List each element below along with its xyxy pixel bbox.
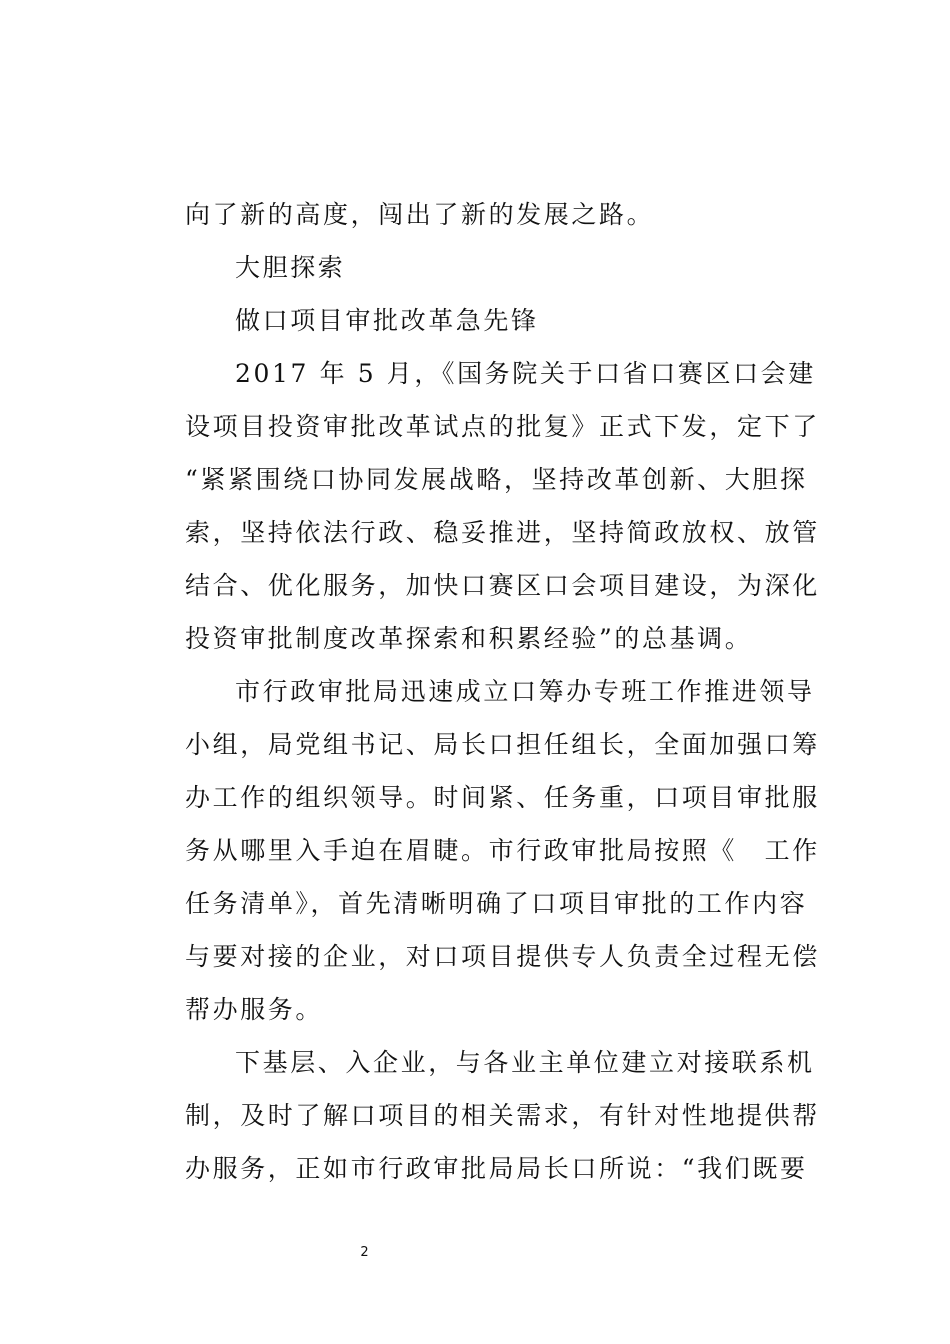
text-line: 务从哪里入手迫在眉睫。市行政审批局按照《 工作 [185, 836, 820, 865]
section-subheading: 做口项目审批改革急先锋 [235, 306, 539, 335]
text-line: “紧紧围绕口协同发展战略，坚持改革创新、大胆探 [185, 465, 808, 494]
paragraph-start: 市行政审批局迅速成立口筹办专班工作推进领导 [235, 677, 815, 706]
text-line: 设项目投资审批改革试点的批复》正式下发，定下了 [185, 412, 820, 441]
page-number: 2 [360, 1245, 369, 1260]
text-line: 任务清单》，首先清晰明确了口项目审批的工作内容 [185, 889, 808, 918]
paragraph-start: 2017 年 5 月，《国务院关于口省口赛区口会建 [235, 359, 816, 388]
text-line: 与要对接的企业，对口项目提供专人负责全过程无偿 [185, 942, 820, 971]
text-line: 帮办服务。 [185, 995, 324, 1024]
document-body [185, 188, 820, 1195]
text-line: 制，及时了解口项目的相关需求，有针对性地提供帮 [185, 1101, 820, 1130]
paragraph-start: 下基层、入企业，与各业主单位建立对接联系机 [235, 1048, 815, 1077]
text-line: 小组，局党组书记、局长口担任组长，全面加强口筹 [185, 730, 820, 759]
text-line: 办工作的组织领导。时间紧、任务重，口项目审批服 [185, 783, 820, 812]
text-line: 向了新的高度，闯出了新的发展之路。 [185, 200, 655, 229]
text-line: 结合、优化服务，加快口赛区口会项目建设，为深化 [185, 571, 820, 600]
section-heading: 大胆探索 [235, 253, 346, 282]
text-line: 办服务，正如市行政审批局局长口所说：“我们既要 [185, 1154, 808, 1183]
text-line: 索，坚持依法行政、稳妥推进，坚持简政放权、放管 [185, 518, 820, 547]
text-line: 投资审批制度改革探索和积累经验”的总基调。 [185, 624, 753, 653]
